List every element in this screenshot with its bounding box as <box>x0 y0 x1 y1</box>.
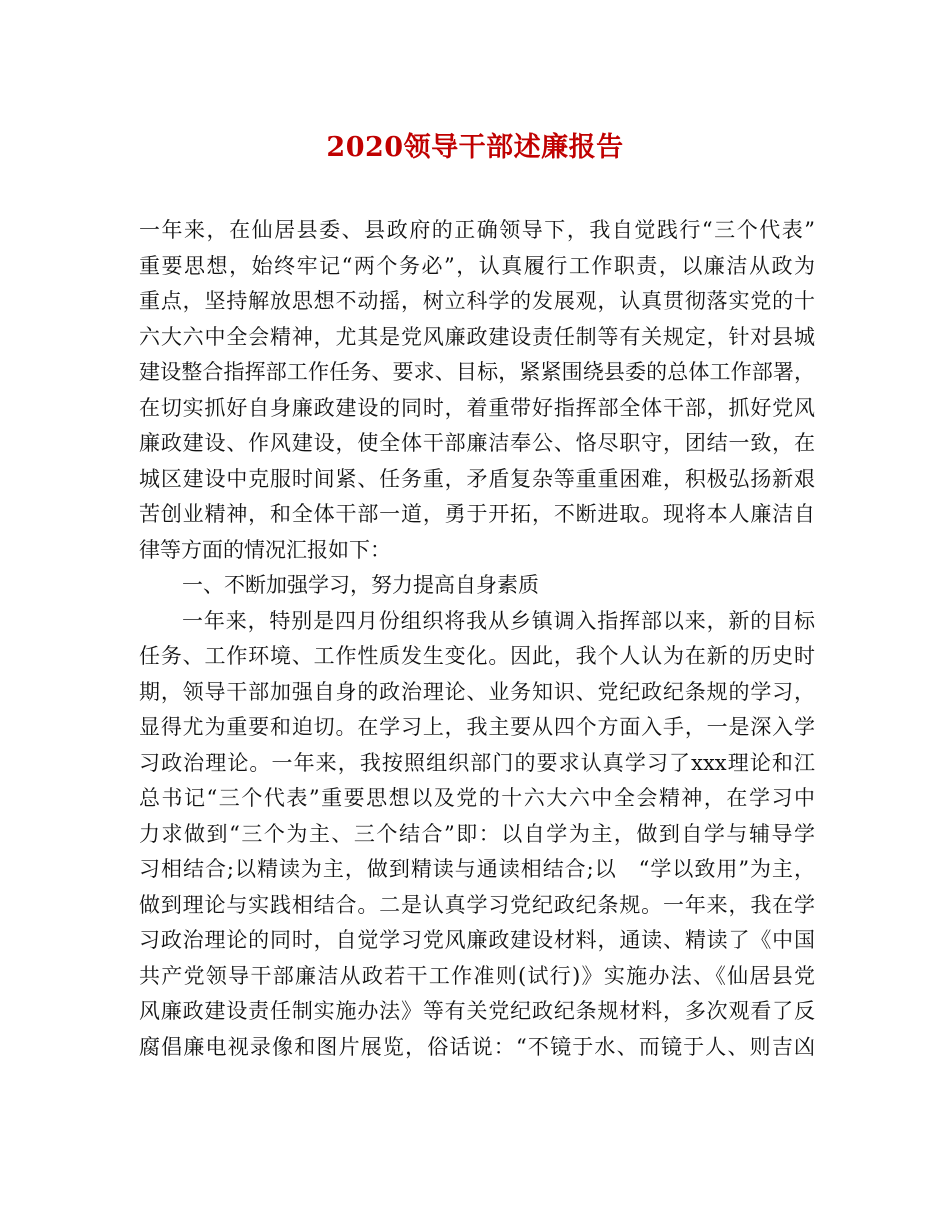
text-line: 力求做到“三个为主、三个结合”即：以自学为主，做到自学与辅导学 <box>139 821 815 846</box>
text-line: 城区建设中克服时间紧、任务重，矛盾复杂等重重困难，积极弘扬新艰 <box>139 466 815 491</box>
text-line: 显得尤为重要和迫切。在学习上，我主要从四个方面入手，一是深入学 <box>139 715 815 739</box>
text-line: 期，领导干部加强自身的政治理论、业务知识、党纪政纪条规的学习， <box>139 679 815 704</box>
text-line: 腐倡廉电视录像和图片展览，俗话说：“不镜于水、而镜于人、则吉凶 <box>139 1034 815 1059</box>
text-line: 做到理论与实践相结合。二是认真学习党纪政纪条规。一年来，我在学 <box>139 892 815 917</box>
text-line: 任务、工作环境、工作性质发生变化。因此，我个人认为在新的历史时 <box>139 644 815 668</box>
text-line: 在切实抓好自身廉政建设的同时，着重带好指挥部全体干部，抓好党风 <box>139 395 815 420</box>
document-title: 2020领导干部述廉报告 <box>326 132 624 163</box>
text-line: 廉政建设、作风建设，使全体干部廉洁奉公、恪尽职守，团结一致，在 <box>139 431 815 455</box>
document-body <box>139 213 815 1065</box>
text-line: 总书记“三个代表”重要思想以及党的十六大六中全会精神，在学习中 <box>139 786 815 810</box>
text-line: 重点，坚持解放思想不动摇，树立科学的发展观，认真贯彻落实党的十 <box>139 289 815 313</box>
text-line: 重要思想，始终牢记“两个务必”，认真履行工作职责，以廉洁从政为 <box>139 253 815 278</box>
text-line: 习政治理论。一年来，我按照组织部门的要求认真学习了xxx理论和江 <box>139 750 815 775</box>
text-line: 律等方面的情况汇报如下： <box>139 537 391 562</box>
text-line: 共产党领导干部廉洁从政若干工作准则(试行)》实施办法、《仙居县党 <box>139 963 815 988</box>
section-heading: 一、不断加强学习，努力提高自身素质 <box>182 573 539 597</box>
text-line: 建设整合指挥部工作任务、要求、目标，紧紧围绕县委的总体工作部署， <box>139 360 815 384</box>
text-line: 六大六中全会精神，尤其是党风廉政建设责任制等有关规定，针对县城 <box>139 324 815 349</box>
text-line: 习政治理论的同时，自觉学习党风廉政建设材料，通读、精读了《中国 <box>139 928 815 952</box>
text-line: 风廉政建设责任制实施办法》等有关党纪政纪条规材料，多次观看了反 <box>139 999 815 1023</box>
text-line: 一年来，在仙居县委、县政府的正确领导下，我自觉践行“三个代表” <box>139 218 815 242</box>
text-line: 苦创业精神，和全体干部一道，勇于开拓，不断进取。现将本人廉洁自 <box>139 502 815 526</box>
text-line: 一年来，特别是四月份组织将我从乡镇调入指挥部以来，新的目标 <box>182 608 815 633</box>
text-line: 习相结合;以精读为主，做到精读与通读相结合;以 “学以致用”为主， <box>139 857 815 881</box>
